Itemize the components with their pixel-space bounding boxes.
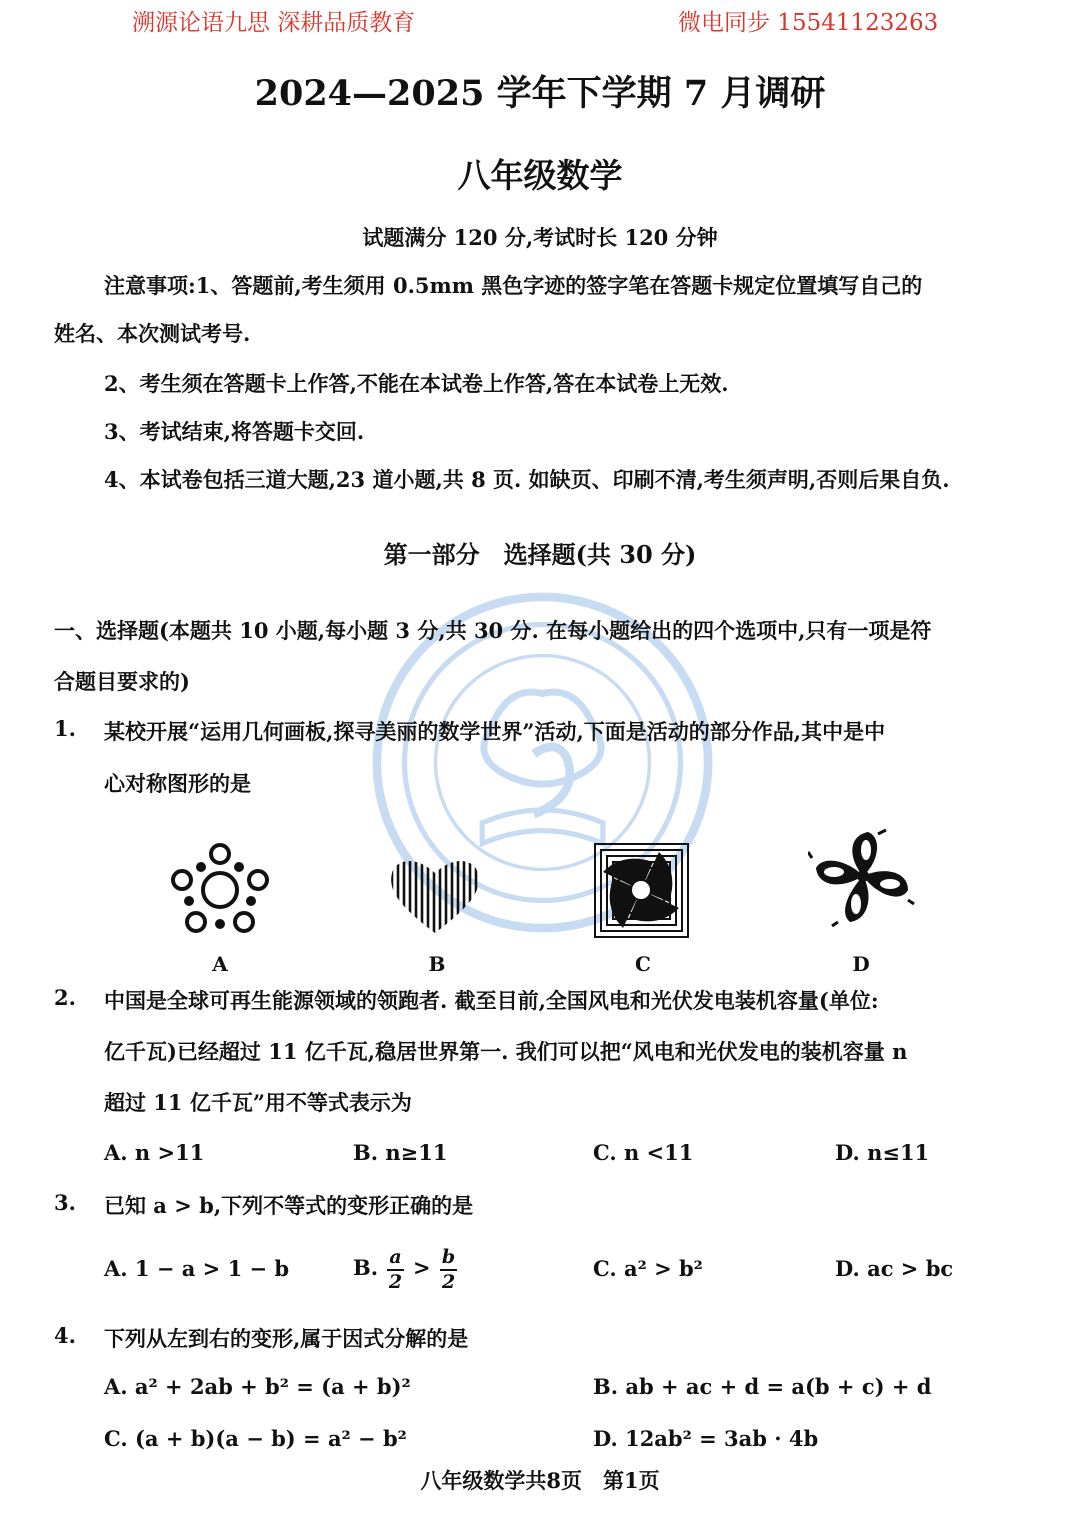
q3-option-b [353,1242,459,1294]
section-intro-line-1: 一、选择题(本题共 10 小题,每小题 3 分,共 30 分. 在每小题给出的四个选项中,只有一项是符 [54,618,932,643]
q4-option-c: C. (a + b)(a − b) = a² − b² [104,1426,407,1451]
q4-option-b: B. ab + ac + d = a(b + c) + d [593,1374,932,1399]
section-intro-line-2: 合题目要求的) [54,669,190,694]
q3-option-b-prefix: B. [353,1255,379,1280]
figure-label-d: D [852,952,870,976]
note-line-3: 2、考生须在答题卡上作答,不能在本试卷上作答,答在本试卷上无效. [104,371,729,396]
q3-option-d: D. ac > bc [835,1256,954,1281]
q2-option-a: A. n >11 [104,1140,205,1165]
figure-label-b: B [428,952,446,976]
q1-text-line-2: 心对称图形的是 [104,771,251,796]
figure-d-pinwheel-flower [808,828,918,928]
figure-a-pentagon-flowers [170,840,270,935]
q1-number: 1. [54,716,76,741]
q4-text: 下列从左到右的变形,属于因式分解的是 [104,1326,469,1351]
header-right-text: 微电同步 15541123263 [678,10,939,36]
q4-number: 4. [54,1323,76,1348]
figure-c-spiral-square [593,842,690,939]
note-line-4: 3、考试结束,将答题卡交回. [104,419,365,444]
q3-text: 已知 a > b,下列不等式的变形正确的是 [104,1193,474,1218]
q3-option-b-operator: > [413,1255,431,1280]
note-line-2: 姓名、本次测试考号. [54,321,251,346]
q2-option-c: C. n <11 [593,1140,694,1165]
q3-fraction-b-denominator: 2 [441,1270,456,1293]
figure-label-c: C [635,952,651,976]
q2-text-line-3: 超过 11 亿千瓦”用不等式表示为 [104,1090,412,1115]
figure-b-striped-heart [388,855,483,935]
q2-option-d: D. n≤11 [835,1140,930,1165]
subject-title: 八年级数学 [457,156,623,195]
q3-option-c: C. a² > b² [593,1256,703,1281]
part-title: 第一部分 选择题(共 30 分) [383,540,697,569]
q3-option-a: A. 1 − a > 1 − b [104,1256,290,1281]
q2-number: 2. [54,985,76,1010]
q2-option-b: B. n≥11 [353,1140,448,1165]
q2-text-line-1: 中国是全球可再生能源领域的领跑者. 截至目前,全国风电和光伏发电装机容量(单位: [104,988,879,1013]
note-line-5: 4、本试卷包括三道大题,23 道小题,共 8 页. 如缺页、印刷不清,考生须声明,否则后果自负. [104,467,950,492]
exam-info: 试题满分 120 分,考试时长 120 分钟 [362,225,718,250]
q4-option-d: D. 12ab² = 3ab · 4b [593,1426,819,1451]
q1-text-line-1: 某校开展“运用几何画板,探寻美丽的数学世界”活动,下面是活动的部分作品,其中是中 [104,719,886,744]
q3-fraction-b-numerator: b [440,1248,457,1271]
q3-option-b-fraction-b [440,1245,457,1293]
q3-fraction-a-numerator: a [387,1248,403,1271]
header-left-text: 溯源论语九思 深耕品质教育 [132,10,416,36]
page-footer: 八年级数学共8页 第1页 [420,1468,660,1493]
note-line-1: 注意事项:1、答题前,考生须用 0.5mm 黑色字迹的签字笔在答题卡规定位置填写自己的 [104,273,923,298]
q3-fraction-a-denominator: 2 [388,1270,403,1293]
q2-text-line-2: 亿千瓦)已经超过 11 亿千瓦,稳居世界第一. 我们可以把“风电和光伏发电的装机容量 n [104,1039,908,1064]
figure-label-a: A [212,952,228,976]
q4-option-a: A. a² + 2ab + b² = (a + b)² [104,1374,411,1399]
q3-number: 3. [54,1190,76,1215]
q3-option-b-fraction-a [387,1245,403,1293]
exam-title: 2024—2025 学年下学期 7 月调研 [254,73,826,114]
